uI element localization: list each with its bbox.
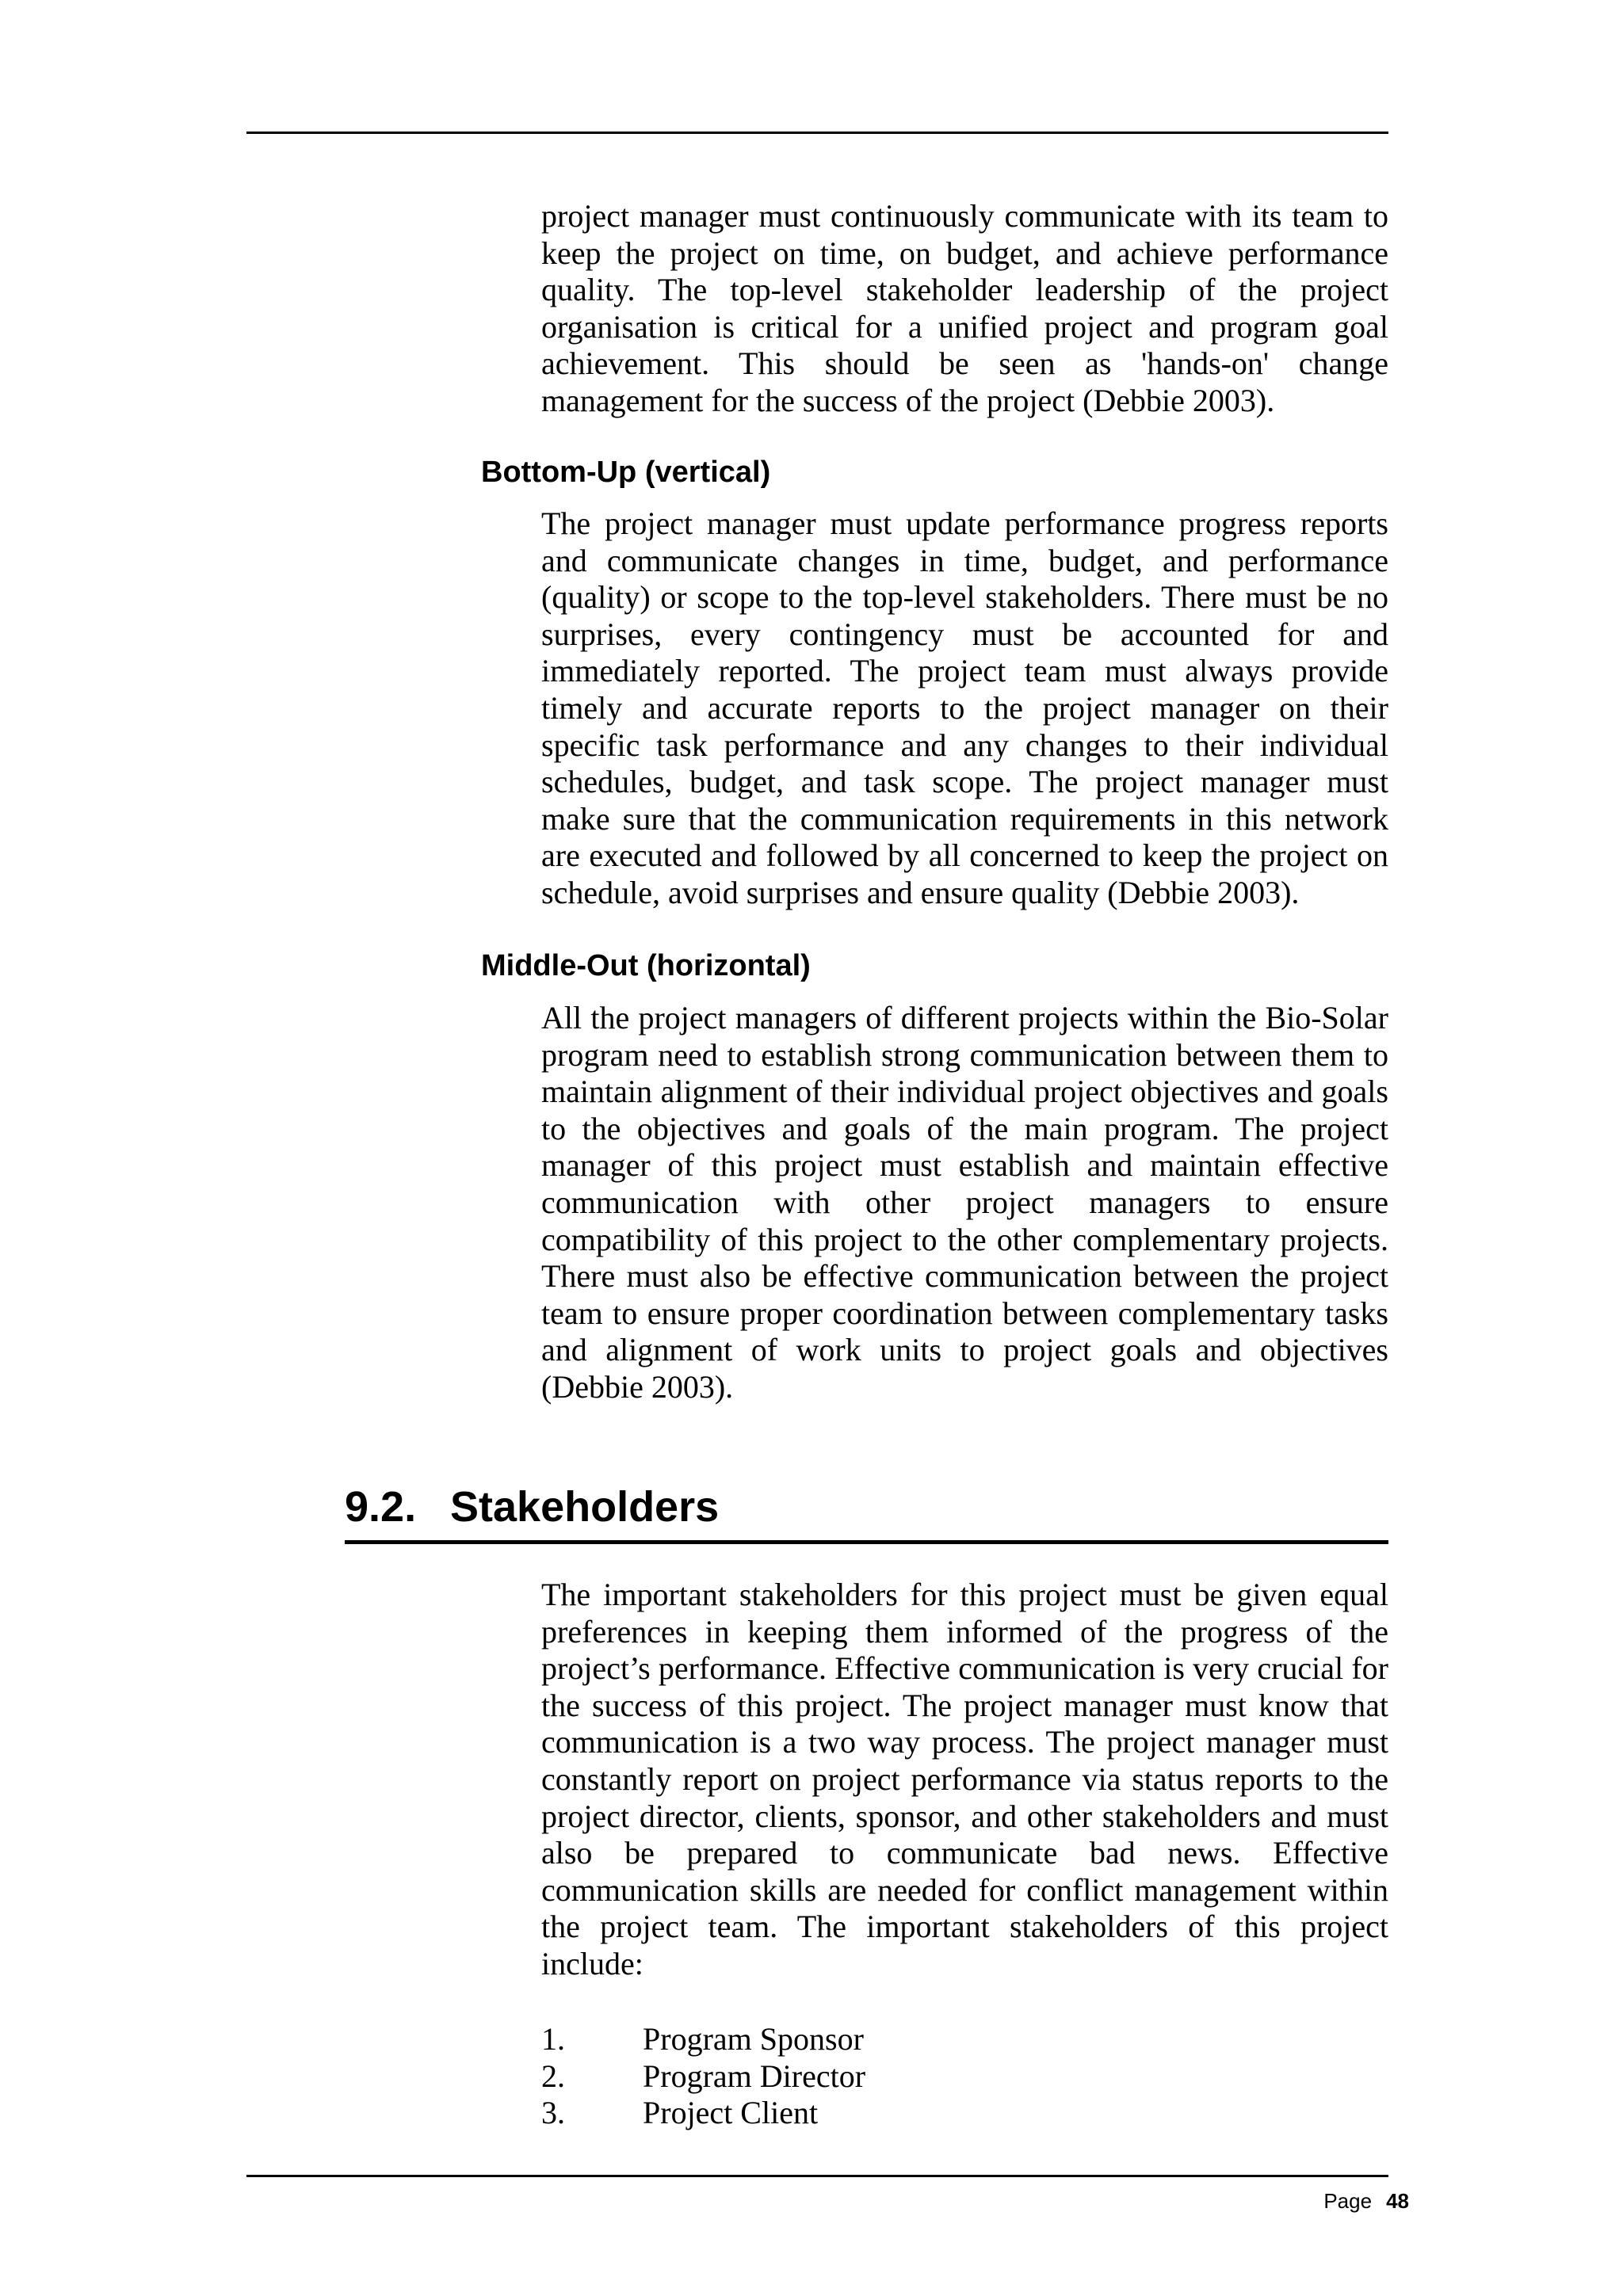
list-item-number: 1. (541, 2021, 565, 2057)
list-item (541, 2021, 865, 2058)
stakeholder-list (541, 2021, 865, 2132)
page-number: 48 (1386, 2189, 1409, 2213)
page-footer (1323, 2188, 1409, 2214)
subheading-middle-out: Middle-Out (horizontal) (481, 949, 811, 982)
section-title: Stakeholders (450, 1483, 720, 1531)
list-item-number: 2. (541, 2058, 565, 2094)
page-label: Page (1323, 2189, 1373, 2213)
header-rule (246, 132, 1388, 134)
intro-paragraph: project manager must continuously communicate with its team to keep the project on time, on budget, and achieve performance quality. The top-level stakeholder leadership of the project organisation is critical for a unified project and program goal achievement. This should be seen as 'hands-on' change management for the success of the project (Debbie 2003). (541, 198, 1388, 418)
stakeholders-paragraph: The important stakeholders for this project must be given equal preferences in keeping them informed of the progress of the project’s performance. Effective communication is very crucial for the success of this project. The project manager must know that communication is a two way process. The project manager must constantly report on project performance via status reports to the project director, clients, sponsor, and other stakeholders and must also be prepared to communicate bad news. Effective communication skills are needed for conflict management within the project team. The important stakeholders of this project include: (541, 1577, 1388, 1981)
subheading-bottom-up: Bottom-Up (vertical) (481, 456, 771, 489)
list-item (541, 2095, 865, 2132)
bottom-up-paragraph: The project manager must update performance progress reports and communicate changes in time, budget, and performance (quality) or scope to the top-level stakeholders. There must be no surprises, every contingency must be accounted for and immediately reported. The project team must always provide timely and accurate reports to the project manager on their specific task performance and any changes to their individual schedules, budget, and task scope. The project manager must make sure that the communication requirements in this network are executed and followed by all concerned to keep the project on schedule, avoid surprises and ensure quality (Debbie 2003). (541, 505, 1388, 910)
list-item-text: Program Director (643, 2058, 866, 2094)
list-item-text: Program Sponsor (643, 2021, 864, 2057)
section-heading-rule (345, 1540, 1388, 1544)
list-item-text: Project Client (643, 2095, 819, 2131)
footer-rule (246, 2175, 1388, 2177)
list-item-number: 3. (541, 2095, 565, 2131)
section-heading (345, 1482, 719, 1532)
section-number: 9.2. (345, 1483, 417, 1531)
list-item (541, 2058, 865, 2096)
middle-out-paragraph: All the project managers of different projects within the Bio-Solar program need to establish strong communication between them to maintain alignment of their individual project objectives and goals to the objectives and goals of the main program. The project manager of this project must establish and maintain effective communication with other project managers to ensure compatibility of this project to the other complementary projects. There must also be effective communication between the project team to ensure proper coordination between complementary tasks and alignment of work units to project goals and objectives (Debbie 2003). (541, 1000, 1388, 1405)
